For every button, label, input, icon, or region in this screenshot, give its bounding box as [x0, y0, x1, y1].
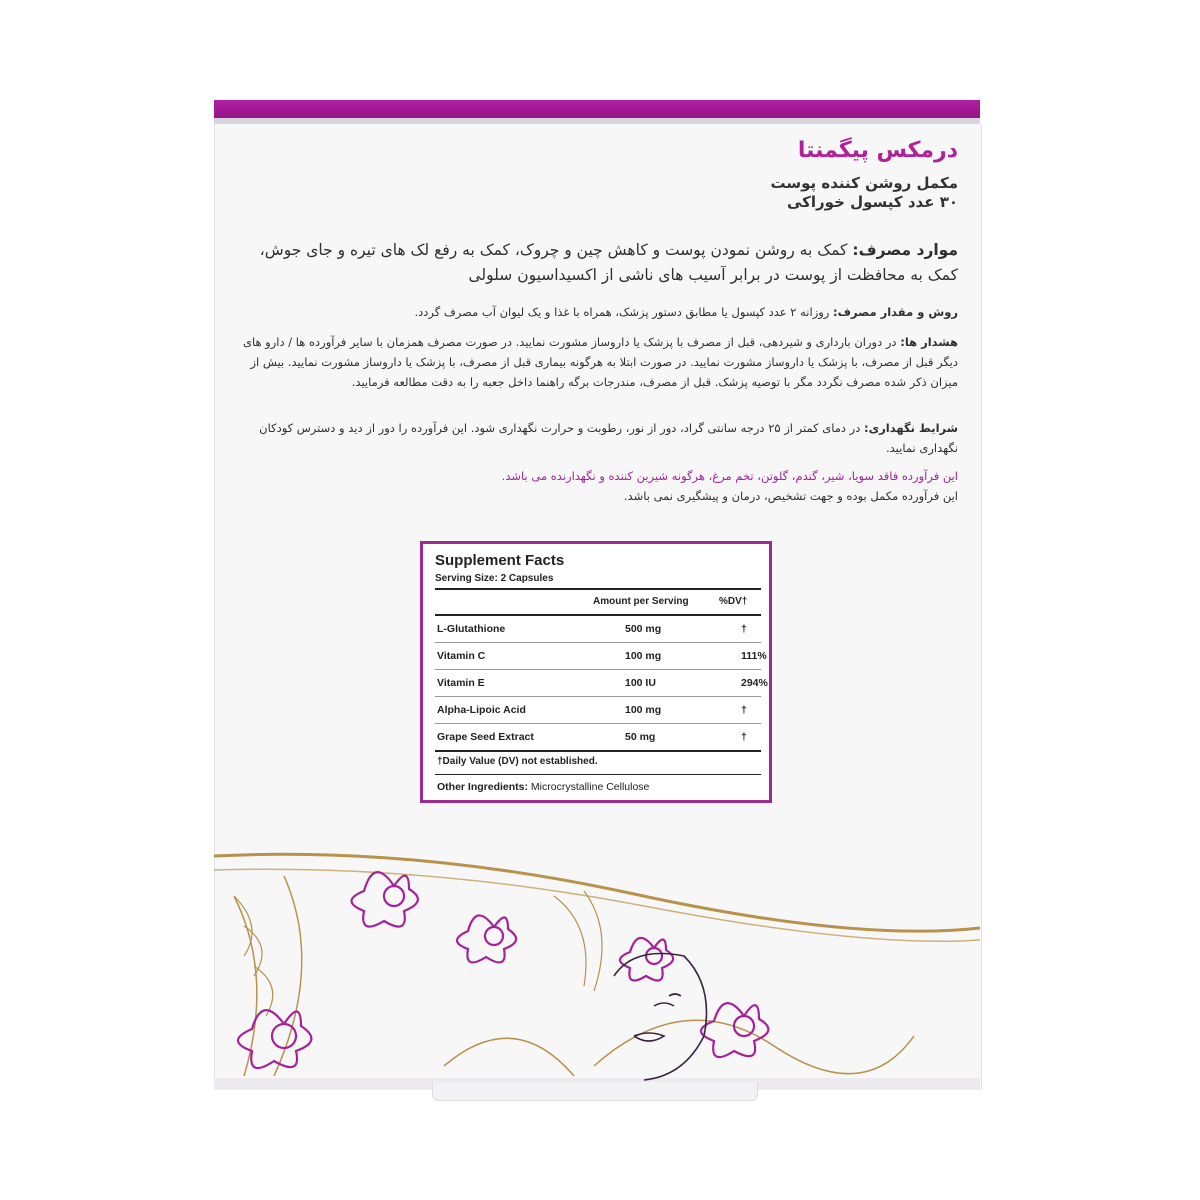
allergen-free-note: این فرآورده فاقد سویا، شیر، گندم، گلوتن، تخم مرغ، هرگونه شیرین کننده و نگهدارنده می باشد.	[501, 469, 958, 483]
ingredient-dv: †	[741, 704, 747, 716]
storage-section	[236, 418, 958, 458]
ingredient-amount: 100 mg	[625, 650, 662, 662]
ingredient-amount: 500 mg	[625, 623, 662, 635]
facts-bottom-divider	[435, 750, 761, 752]
column-header-amount: Amount per Serving	[593, 596, 689, 607]
supplement-facts-panel	[420, 541, 772, 803]
storage-text: در دمای کمتر از ۲۵ درجه سانتی گراد، دور از نور، رطوبت و حرارت نگهداری شود. این فرآورده را دور از دید و دسترس کودکان نگهداری نمایید.	[259, 421, 958, 455]
ingredient-amount: 100 IU	[625, 677, 656, 689]
gold-leaf-fern	[554, 891, 602, 991]
facts-title: Supplement Facts	[435, 552, 565, 569]
warnings-label: هشدار ها:	[900, 335, 958, 349]
gold-wave-top	[214, 854, 980, 931]
uses-section	[230, 238, 958, 288]
facts-row	[435, 643, 767, 670]
other-ingredients-divider	[435, 774, 761, 775]
ingredient-dv: 111%	[741, 650, 767, 662]
ingredient-amount: 50 mg	[625, 731, 656, 743]
dv-footnote: †Daily Value (DV) not established.	[437, 756, 598, 767]
facts-divider	[435, 588, 761, 590]
facts-row	[435, 724, 761, 750]
facts-row	[435, 616, 761, 643]
ingredient-name: Vitamin E	[437, 677, 485, 689]
dosage-text: روزانه ۲ عدد کپسول یا مطابق دستور پزشک، همراه با غذا و یک لیوان آب مصرف گردد.	[414, 305, 834, 319]
column-header-dv: %DV†	[719, 596, 748, 607]
disclaimer-note: این فرآورده مکمل بوده و جهت تشخیص، درمان و پیشگیری نمی باشد.	[623, 489, 958, 503]
serving-size: Serving Size: 2 Capsules	[435, 573, 554, 584]
ingredient-dv: †	[741, 731, 747, 743]
product-subtitle: مکمل روشن کننده پوست	[770, 174, 958, 192]
product-count: ۳۰ عدد کپسول خوراکی	[786, 193, 958, 211]
other-ingredients	[437, 781, 649, 793]
face-line-art	[614, 954, 707, 1081]
ingredient-name: Grape Seed Extract	[437, 731, 534, 743]
product-title: درمکس پیگمنتا	[797, 138, 958, 163]
other-ingredients-label: Other Ingredients:	[437, 781, 529, 793]
facts-row	[435, 670, 768, 697]
gold-wave-lower	[444, 1038, 574, 1076]
other-ingredients-value: Microcrystalline Cellulose	[528, 781, 650, 793]
ingredient-dv: †	[741, 623, 747, 635]
ingredient-name: Vitamin C	[437, 650, 486, 662]
warnings-text: در دوران بارداری و شیردهی، قبل از مصرف با پزشک یا داروساز مشورت نمایید. در صورت مصرف همزمان با سایر فرآورده ها / دارو های دیگر قبل از مصرف، با پزشک یا داروساز مشورت نمایید. در صورت ابتلا به هرگونه بیماری قبل از مصرف، با پزشک یا داروساز مشورت نمایید. بیش از میزان ذکر شده مصرف نگردد مگر با توصیه پزشک. قبل از مصرف، مندرجات برگه راهنما داخل جعبه را به دقت مطالعه فرمایید.	[242, 335, 958, 389]
facts-row	[435, 697, 761, 724]
ingredient-name: Alpha-Lipoic Acid	[437, 704, 526, 716]
ingredient-amount: 100 mg	[625, 704, 662, 716]
dosage-section	[236, 302, 958, 322]
box-top-lid	[214, 100, 980, 120]
warnings-section	[236, 332, 958, 392]
uses-label: موارد مصرف:	[852, 241, 958, 259]
uses-text: کمک به روشن نمودن پوست و کاهش چین و چروک، کمک به رفع لک های تیره و جای جوش، کمک به محافظت از پوست در برابر آسیب های ناشی از اکسیداسیون سلولی	[259, 241, 958, 284]
dosage-label: روش و مقدار مصرف:	[833, 305, 958, 319]
ingredient-dv: 294%	[741, 677, 768, 689]
ingredient-name: L-Glutathione	[437, 623, 506, 635]
floral-face-illustration	[214, 836, 980, 1090]
storage-label: شرایط نگهداری:	[864, 421, 958, 435]
